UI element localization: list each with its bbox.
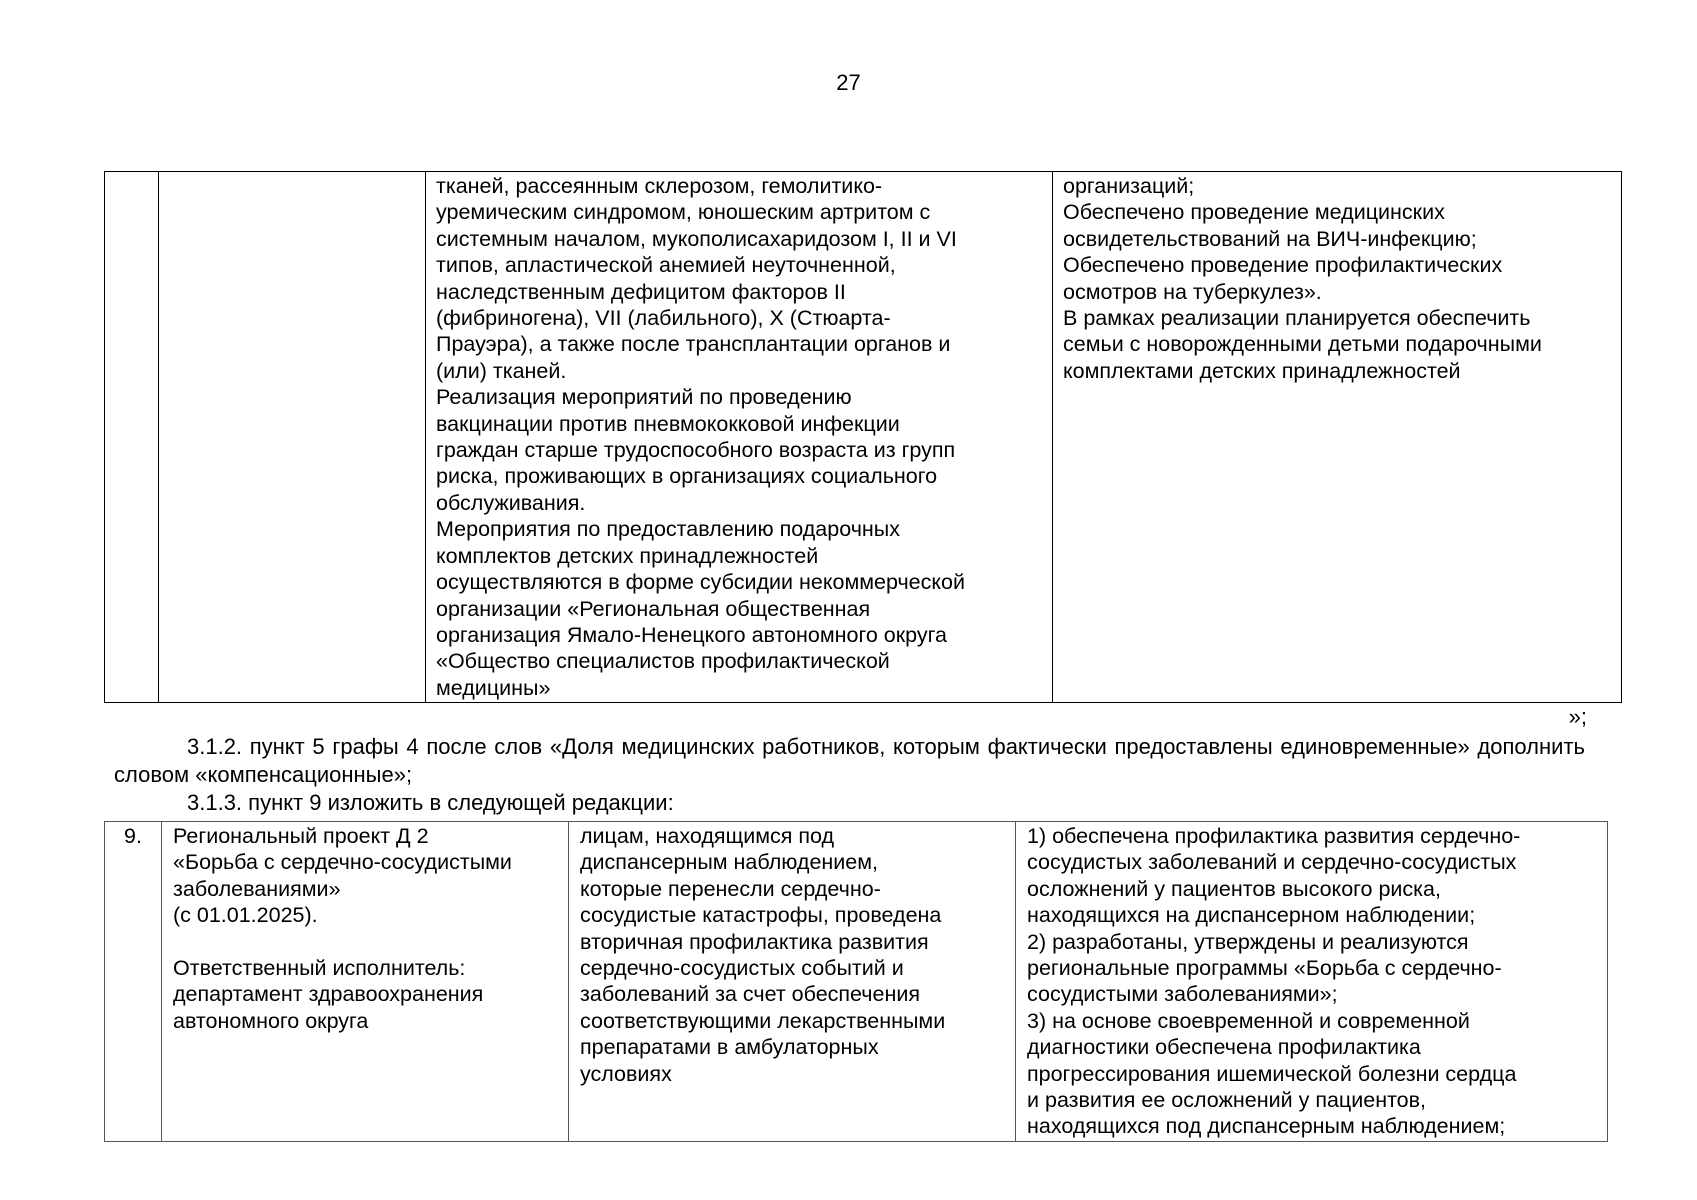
paragraph-number: 3.1.3. bbox=[187, 790, 243, 815]
continued-table bbox=[104, 171, 1622, 703]
paragraph-text: пункт 5 графы 4 после слов «Доля медицинских работников, которым фактически предоставлены единовременные» дополнить словом «компенсационные»; bbox=[114, 734, 1585, 787]
paragraph-text: пункт 9 изложить в следующей редакции: bbox=[248, 790, 674, 815]
measures-text: тканей, рассеянным склерозом, гемолитико- уремическим синдромом, юношеским артритом с системным началом, мукополисахаридозом I, II и VI типов, апластической анемией неуточненной, наследственным дефицитом факторов II (фибриногена), VII (лабильного), X (Стюарта- Прауэра), а также после трансплантации органов и (или) тканей. Реализация мероприятий по проведению вакцинации против пневмококковой инфекции граждан старше трудоспособного возраста из групп риска, проживающих в организациях социального обслуживания. Мероприятия по предоставлению подарочных комплектов детских принадлежностей осуществляются в форме субсидии некоммерческой организации «Региональная общественная организация Ямало-Ненецкого автономного округа «Общество специалистов профилактической медицины» bbox=[436, 174, 965, 700]
results-text: организаций; Обеспечено проведение медицинских освидетельствований на ВИЧ-инфекцию; Обеспечено проведение профилактических осмотров на туберкулез». В рамках реализации планируется обеспечить семьи с новорожденными детьми подарочными комплектами детских принадлежностей bbox=[1063, 174, 1542, 383]
project-cell bbox=[162, 822, 569, 1142]
row-number: 9. bbox=[124, 824, 142, 848]
results-text: 1) обеспечена профилактика развития сердечно- сосудистых заболеваний и сердечно-сосудистых осложнений у пациентов высокого риска, находящихся на диспансерном наблюдении; 2) разработаны, утверждены и реализуются региональные программы «Борьба с сердечно- сосудистыми заболеваниями»; 3) на основе своевременной и современной диагностики обеспечена профилактика прогрессирования ишемической болезни сердца и развития ее осложнений у пациентов, находящихся под диспансерным наблюдением; bbox=[1027, 824, 1521, 1139]
closing-quote: »; bbox=[1568, 704, 1587, 729]
project-cell bbox=[159, 172, 426, 703]
page-number: 27 bbox=[836, 70, 861, 95]
paragraph-3-1-3 bbox=[187, 789, 674, 817]
table-row bbox=[105, 172, 1622, 703]
new-item-table bbox=[104, 821, 1608, 1142]
row-number-cell bbox=[105, 172, 159, 703]
measures-text: лицам, находящимся под диспансерным наблюдением, которые перенесли сердечно- сосудистые катастрофы, проведена вторичная профилактика развития сердечно-сосудистых событий и заболеваний за счет обеспечения соответствующими лекарственными препаратами в амбулаторных условиях bbox=[580, 824, 946, 1086]
project-name: Региональный проект Д 2 «Борьба с сердечно-сосудистыми заболеваниями» (с 01.01.2025). Ответственный исполнитель: департамент здравоохранения автономного округа bbox=[173, 824, 512, 1033]
row-number-cell bbox=[105, 822, 162, 1142]
paragraph-3-1-2 bbox=[114, 733, 1585, 789]
measures-cell bbox=[426, 172, 1053, 703]
paragraph-number: 3.1.2. bbox=[187, 734, 243, 759]
table-row bbox=[105, 822, 1608, 1142]
measures-cell bbox=[569, 822, 1016, 1142]
results-cell bbox=[1053, 172, 1622, 703]
results-cell bbox=[1016, 822, 1608, 1142]
